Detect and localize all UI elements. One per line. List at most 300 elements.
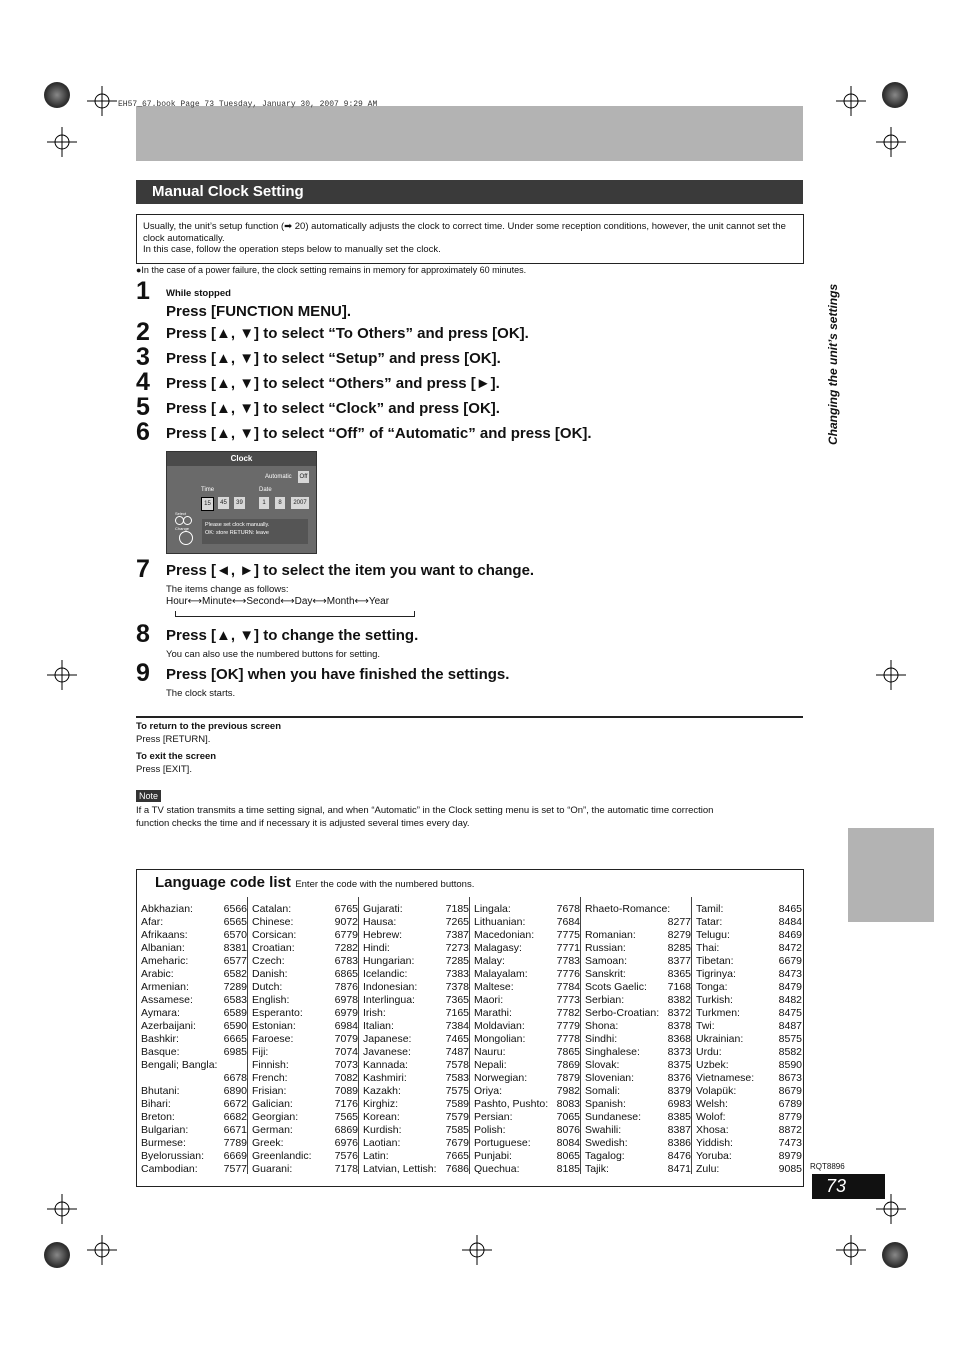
language-name: Ameharic: [141,955,189,967]
language-entry [696,994,802,1007]
language-name: Greenlandic: [252,1150,312,1162]
language-entry [252,916,358,929]
language-entry [252,1020,358,1033]
language-name: Afrikaans: [141,929,188,941]
language-code: 8465 [778,903,802,915]
language-entry [363,968,469,981]
day-field: 1 [259,497,269,509]
step-number: 9 [136,659,150,687]
language-code: 8472 [778,942,802,954]
language-entry [696,1020,802,1033]
language-name: Javanese: [363,1046,411,1058]
language-code: 8084 [556,1137,580,1149]
language-code: 6589 [223,1007,247,1019]
language-entry [141,1059,247,1072]
language-entry [141,1111,247,1124]
language-entry [141,1163,247,1176]
language-entry [585,1007,691,1020]
language-name: Hindi: [363,942,390,954]
language-name: Swedish: [585,1137,628,1149]
step-text: Press [FUNCTION MENU]. [166,303,352,320]
language-name: Byelorussian: [141,1150,205,1162]
language-name: Malayalam: [474,968,528,980]
column-divider [358,897,359,1174]
language-name: Kurdish: [363,1124,402,1136]
language-entry [474,955,580,968]
language-entry [474,1007,580,1020]
language-code: 8279 [667,929,691,941]
language-entry [474,1098,580,1111]
language-name: Arabic: [141,968,174,980]
language-name: Laotian: [363,1137,401,1149]
language-entry [252,994,358,1007]
language-name: Maltese: [474,981,514,993]
language-code: 6583 [223,994,247,1006]
language-code: 8365 [667,968,691,980]
language-code: 6570 [223,929,247,941]
language-entry [363,1137,469,1150]
language-entry [363,1059,469,1072]
language-entry [585,1072,691,1085]
language-code: 7465 [445,1033,469,1045]
language-code: 6978 [334,994,358,1006]
language-entry [474,1033,580,1046]
language-code: 6979 [334,1007,358,1019]
language-code: 8473 [778,968,802,980]
language-entry [474,968,580,981]
step-number: 3 [136,343,150,371]
language-name: Czech: [252,955,285,967]
language-entry [696,1098,802,1111]
language-entry [696,916,802,929]
language-entry [363,929,469,942]
language-code: 7387 [445,929,469,941]
language-entry [696,1059,802,1072]
language-entry [252,981,358,994]
language-entry [363,1085,469,1098]
language-entry [585,942,691,955]
document-code: RQT8896 [810,1162,845,1171]
language-code: 8679 [778,1085,802,1097]
language-name: Croatian: [252,942,295,954]
step-number: 7 [136,555,150,583]
side-label: Changing the unit’s settings [826,283,840,445]
language-entry [585,1124,691,1137]
step-number: 5 [136,393,150,421]
language-code: 8484 [778,916,802,928]
language-code: 6869 [334,1124,358,1136]
language-name: Urdu: [696,1046,722,1058]
language-code: 8376 [667,1072,691,1084]
language-entry [696,929,802,942]
language-entry [696,1007,802,1020]
language-name: Malagasy: [474,942,522,954]
language-name: Latvian, Lettish: [363,1163,437,1175]
language-code: 7165 [445,1007,469,1019]
language-code: 7473 [778,1137,802,1149]
language-entry [252,968,358,981]
language-column [363,903,469,1176]
language-code: 6590 [223,1020,247,1032]
language-entry [252,1072,358,1085]
step-text: Press [▲, ▼] to select “Others” and press [►]. [166,375,500,392]
language-name: Greek: [252,1137,284,1149]
language-entry [141,903,247,916]
language-name: Polish: [474,1124,506,1136]
language-entry [141,929,247,942]
intro-text: Usually, the unit’s setup function (➡ 20) automatically adjusts the clock to correct time. Under some reception conditions, however, the unit cannot set the clock automatically. In this case, follow the operation steps below to manually set the clock. [143,221,786,255]
language-entry [585,1111,691,1124]
language-entry [474,994,580,1007]
exit-heading: To exit the screen [136,751,217,762]
language-entry [585,955,691,968]
language-name: Somali: [585,1085,621,1097]
language-name: Turkish: [696,994,733,1006]
language-code: 6679 [778,955,802,967]
language-column [252,903,358,1176]
language-code: 6669 [223,1150,247,1162]
language-code: 6890 [223,1085,247,1097]
language-entry [363,942,469,955]
language-name: Slovak: [585,1059,620,1071]
language-name: Uzbek: [696,1059,729,1071]
language-entry [252,1163,358,1176]
step-number: 6 [136,418,150,446]
language-name: Marathi: [474,1007,512,1019]
page-number: 73 [826,1176,847,1196]
crosshair-icon [47,1194,77,1224]
language-code: 7073 [334,1059,358,1071]
language-entry [474,942,580,955]
clock-message: Please set clock manually. OK: store RETURN: leave [202,519,308,544]
language-name: Pashto, Pushto: [474,1098,549,1110]
language-entry [363,994,469,1007]
language-code: 7789 [223,1137,247,1149]
language-entry [585,929,691,942]
automatic-label: Automatic [265,474,292,480]
language-code: 7065 [556,1111,580,1123]
language-entry [696,1072,802,1085]
language-code: 7273 [445,942,469,954]
step-detail: You can also use the numbered buttons for setting. [166,649,381,660]
language-name: Sundanese: [585,1111,642,1123]
language-code: 7773 [556,994,580,1006]
language-code: 7775 [556,929,580,941]
note-text: If a TV station transmits a time setting signal, and when “Automatic” in the Clock setting menu is set to “On”, the automatic time correction [136,805,714,816]
language-entry [252,1085,358,1098]
language-name: Ukrainian: [696,1033,744,1045]
language-name: Yoruba: [696,1150,732,1162]
language-code: 8386 [667,1137,691,1149]
language-code: 7378 [445,981,469,993]
language-name: Singhalese: [585,1046,640,1058]
language-code: 8379 [667,1085,691,1097]
language-name: Quechua: [474,1163,520,1175]
language-code: 8469 [778,929,802,941]
step-text: Press [▲, ▼] to select “To Others” and press [OK]. [166,325,529,342]
return-heading: To return to the previous screen [136,721,281,732]
language-entry [585,1163,691,1176]
language-name: Scots Gaelic: [585,981,647,993]
language-code: 9072 [334,916,358,928]
language-code: 6865 [334,968,358,980]
language-name: Cambodian: [141,1163,198,1175]
item-sequence: Hour⟷Minute⟷Second⟷Day⟷Month⟷Year [166,596,390,607]
language-entry [141,994,247,1007]
language-code: 8476 [667,1150,691,1162]
language-name: Georgian: [252,1111,299,1123]
language-entry [363,1098,469,1111]
language-name: Turkmen: [696,1007,740,1019]
language-code: 7282 [334,942,358,954]
language-code: 9085 [778,1163,802,1175]
language-code-header [155,874,474,892]
language-code: 8373 [667,1046,691,1058]
language-entry [252,1150,358,1163]
step-number: 8 [136,620,150,648]
language-name: Interlingua: [363,994,415,1006]
language-code: 8368 [667,1033,691,1045]
language-code: 7185 [445,903,469,915]
language-code: 8779 [778,1111,802,1123]
language-name: Swahili: [585,1124,622,1136]
step-number: 2 [136,318,150,346]
language-name: Romanian: [585,929,636,941]
language-name: Tigrinya: [696,968,736,980]
language-code: 7589 [445,1098,469,1110]
language-name: Bihari: [141,1098,171,1110]
language-code: 6671 [223,1124,247,1136]
crosshair-icon [47,660,77,690]
language-code: 6976 [334,1137,358,1149]
language-entry [141,955,247,968]
language-entry [696,1046,802,1059]
language-name: Samoan: [585,955,628,967]
language-entry [585,1137,691,1150]
language-code: 8471 [667,1163,691,1175]
time-label: Time [201,487,215,493]
language-column [141,903,247,1176]
language-name: Nepali: [474,1059,507,1071]
step-detail: The clock starts. [166,688,236,699]
language-name: Aymara: [141,1007,180,1019]
language-name: Icelandic: [363,968,408,980]
step-number: 1 [136,277,150,305]
language-entry [474,1137,580,1150]
crosshair-icon [47,127,77,157]
language-code: 7776 [556,968,580,980]
language-entry [585,916,691,929]
section-title: Manual Clock Setting [152,183,304,200]
language-code-subtitle: Enter the code with the numbered buttons. [295,879,475,890]
language-code: 8582 [778,1046,802,1058]
language-name: Zulu: [696,1163,720,1175]
minute-field: 45 [218,497,229,509]
language-name: Basque: [141,1046,180,1058]
language-entry [141,1007,247,1020]
language-entry [696,955,802,968]
language-code: 8385 [667,1111,691,1123]
language-entry [363,1046,469,1059]
language-name: Tonga: [696,981,728,993]
language-name: Moldavian: [474,1020,525,1032]
language-name: Tagalog: [585,1150,625,1162]
language-name: Latin: [363,1150,389,1162]
language-code: 8065 [556,1150,580,1162]
language-code: 7865 [556,1046,580,1058]
language-entry [363,1020,469,1033]
language-name: Finnish: [252,1059,289,1071]
language-name: Lingala: [474,903,511,915]
language-entry [252,1033,358,1046]
language-code: 7579 [445,1111,469,1123]
language-name: Macedonian: [474,929,535,941]
language-entry [696,942,802,955]
language-entry [474,1059,580,1072]
dpad-icon [179,531,193,545]
language-name: Kazakh: [363,1085,401,1097]
language-name: Armenian: [141,981,189,993]
language-entry [474,1163,580,1176]
language-entry [252,942,358,955]
language-code: 8979 [778,1150,802,1162]
language-name: Hungarian: [363,955,415,967]
language-entry [141,1150,247,1163]
language-code: 7879 [556,1072,580,1084]
language-entry [585,981,691,994]
language-entry [474,1046,580,1059]
language-name: Mongolian: [474,1033,526,1045]
language-code: 7384 [445,1020,469,1032]
language-name: Serbo-Croatian: [585,1007,660,1019]
language-entry [252,1124,358,1137]
language-code: 6983 [667,1098,691,1110]
language-name: Spanish: [585,1098,626,1110]
language-name: Japanese: [363,1033,412,1045]
change-label: Change [175,526,190,531]
language-code: 8872 [778,1124,802,1136]
language-entry [585,1150,691,1163]
language-entry [585,1085,691,1098]
language-name: Irish: [363,1007,386,1019]
language-name: French: [252,1072,288,1084]
language-entry [363,1124,469,1137]
language-entry [474,981,580,994]
registration-circle-icon [882,1242,908,1268]
language-entry [252,929,358,942]
language-name: Portuguese: [474,1137,531,1149]
language-code: 7665 [445,1150,469,1162]
language-name: Korean: [363,1111,400,1123]
language-entry [474,916,580,929]
language-code: 7487 [445,1046,469,1058]
language-name: Shona: [585,1020,619,1032]
language-name: German: [252,1124,293,1136]
language-name: Bashkir: [141,1033,179,1045]
language-name: English: [252,994,290,1006]
column-divider [580,897,581,1174]
language-name: Hebrew: [363,929,403,941]
language-name: Thai: [696,942,720,954]
registration-circle-icon [44,1242,70,1268]
language-name: Afar: [141,916,164,928]
language-code: 8673 [778,1072,802,1084]
language-name: Bengali; Bangla: [141,1059,218,1071]
language-name: Corsican: [252,929,297,941]
language-column [696,903,802,1176]
crosshair-icon [462,1235,492,1265]
language-entry [141,942,247,955]
language-name: Galician: [252,1098,293,1110]
language-code: 6985 [223,1046,247,1058]
step-text: Press [▲, ▼] to select “Setup” and press [OK]. [166,350,501,367]
crosshair-icon [87,1235,117,1265]
registration-circle-icon [882,82,908,108]
language-code: 6582 [223,968,247,980]
side-tab [848,828,934,922]
language-code: 7686 [445,1163,469,1175]
language-entry [696,1085,802,1098]
language-code: 7783 [556,955,580,967]
language-name: Sanskrit: [585,968,626,980]
language-name: Vietnamese: [696,1072,755,1084]
divider [136,716,803,718]
language-code: 6577 [223,955,247,967]
language-entry [696,1111,802,1124]
language-name: Kirghiz: [363,1098,399,1110]
language-name: Slovenian: [585,1072,635,1084]
select-icon [183,516,192,525]
language-code: 7575 [445,1085,469,1097]
print-info-line: EH57_67.book Page 73 Tuesday, January 30, 2007 9:29 AM [118,100,378,109]
language-name: Abkhazian: [141,903,193,915]
language-entry [252,1098,358,1111]
language-name: Lithuanian: [474,916,526,928]
language-code: 7779 [556,1020,580,1032]
step-sub: While stopped [166,288,231,299]
language-name: Tajik: [585,1163,609,1175]
language-name: Nauru: [474,1046,506,1058]
language-entry [141,981,247,994]
power-note: ●In the case of a power failure, the clock setting remains in memory for approximately 60 minutes. [136,265,527,275]
language-code: 7869 [556,1059,580,1071]
language-entry [585,1098,691,1111]
language-code: 7176 [334,1098,358,1110]
language-code: 7082 [334,1072,358,1084]
language-entry [252,1007,358,1020]
language-entry [696,1150,802,1163]
language-code: 7285 [445,955,469,967]
language-entry [141,1137,247,1150]
language-code: 8375 [667,1059,691,1071]
language-code: 8378 [667,1020,691,1032]
hour-field: 15 [201,497,214,511]
language-code: 7089 [334,1085,358,1097]
language-code: 7684 [556,916,580,928]
language-name: Tamil: [696,903,724,915]
language-code: 6672 [223,1098,247,1110]
language-code: 8387 [667,1124,691,1136]
language-entry [585,1020,691,1033]
language-entry [252,1137,358,1150]
language-entry [474,903,580,916]
return-text: Press [RETURN]. [136,734,211,745]
language-entry [363,1033,469,1046]
language-name: Assamese: [141,994,193,1006]
language-name: Dutch: [252,981,283,993]
language-name: Burmese: [141,1137,186,1149]
language-entry [696,981,802,994]
